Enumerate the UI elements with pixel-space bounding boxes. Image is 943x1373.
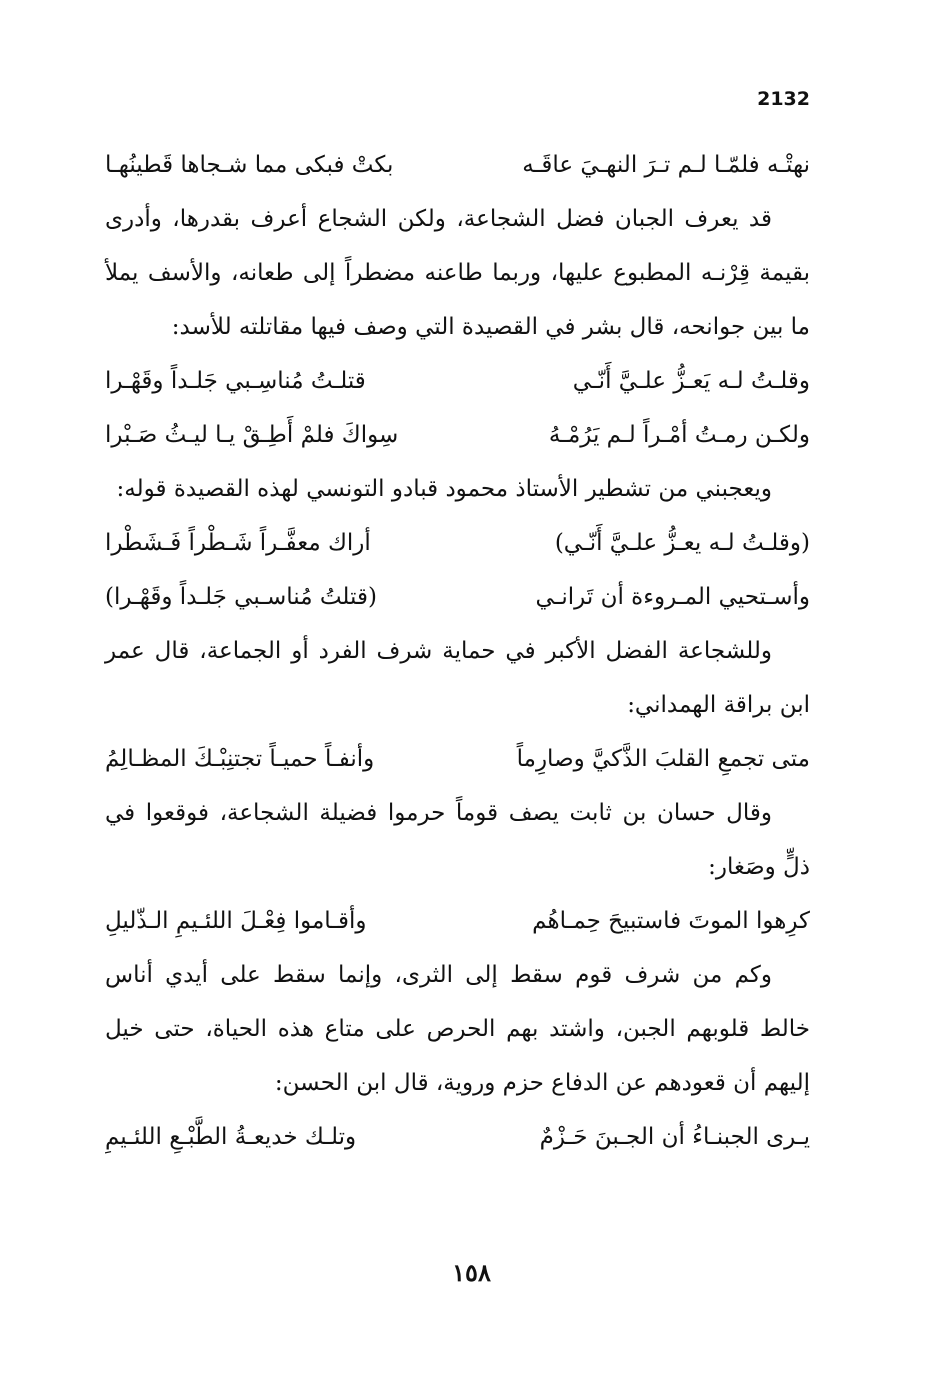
verse-first-hemistich: نهتْـه فلمّـا لـم تـرَ النهـيَ عاقَـه — [522, 152, 810, 178]
verse-second-hemistich: وأنفـاً حميـاً تجتنِبْـكَ المظـالِمُ — [105, 746, 375, 772]
prose-paragraph: وقال حسان بن ثابت يصف قوماً حرموا فضيلة الشجاعة، فوقعوا في ذلٍّ وصَغار: — [105, 800, 810, 880]
verse-second-hemistich: سِواكَ فلمْ أَطِـقْ يـا ليـثُ صَـبْرا — [105, 422, 399, 448]
page-body — [105, 138, 810, 1164]
verse-first-hemistich: وأسـتحيي المـروءة أن تَرانـي — [535, 584, 810, 610]
page-number: ١٥٨ — [452, 1258, 491, 1287]
verse-line — [105, 894, 810, 948]
verse-line — [105, 570, 810, 624]
verse-second-hemistich: أراك معفَّـراً شَـطْراً فَـشَطْرا — [105, 530, 371, 556]
verse-first-hemistich: متى تجمعِ القلبَ الذَّكيَّ وصارِماً — [516, 746, 810, 772]
verse-first-hemistich: (وقلـتُ لـه يعـزُّ علـيَّ أَنّـي) — [554, 530, 810, 556]
verse-second-hemistich: قتلـتُ مُناسِـبي جَلـداً وقَهْـرا — [105, 368, 366, 394]
verse-first-hemistich: يـرى الجبنـاءُ أن الجـبنَ حَـزْمٌ — [539, 1124, 810, 1150]
verse-line — [105, 516, 810, 570]
verse-second-hemistich: وأقـاموا فِعْـلَ اللئـيمِ الـذّليلِ — [105, 908, 367, 934]
verse-line — [105, 354, 810, 408]
prose-paragraph: وكم من شرف قوم سقط إلى الثرى، وإنما سقط على أيدي أناس خالط قلوبهم الجبن، واشتد بهم الحرص على متاع هذه الحياة، حتى خيل إليهم أن قعودهم عن الدفاع حزم وروية، قال ابن الحسن: — [105, 962, 810, 1096]
verse-second-hemistich: وتلـك خديعـةُ الطَّبْـعِ اللئـيمِ — [105, 1124, 357, 1150]
verse-line — [105, 408, 810, 462]
verse-line — [105, 138, 810, 192]
prose-paragraph: ويعجبني من تشطير الأستاذ محمود قبادو التونسي لهذه القصيدة قوله: — [116, 476, 772, 502]
prose-paragraph: وللشجاعة الفضل الأكبر في حماية شرف الفرد أو الجماعة، قال عمر ابن براقة الهمداني: — [105, 638, 810, 718]
verse-first-hemistich: ولكـن رمـتُ أمْـراً لـم يَرُمْـهُ — [548, 422, 810, 448]
verse-line — [105, 1110, 810, 1164]
verse-line — [105, 732, 810, 786]
page-code: 2132 — [757, 88, 810, 110]
verse-first-hemistich: وقلـتُ لـه يَعـزُّ علـيَّ أَنّـي — [572, 368, 810, 394]
verse-first-hemistich: كرِهوا الموتَ فاستبيحَ حِمـاهُم — [532, 908, 810, 934]
verse-second-hemistich: بكتْ فبكى مما شـجاها قَطينُهـا — [105, 152, 394, 178]
prose-paragraph: قد يعرف الجبان فضل الشجاعة، ولكن الشجاع أعرف بقدرها، وأدرى بقيمة قِرْنـه المطبوع عليها، وربما طاعنه مضطراً إلى طعانه، والأسف يملأ ما بين جوانحه، قال بشر في القصيدة التي وصف فيها مقاتلته للأسد: — [105, 206, 810, 340]
verse-second-hemistich: (قتلتُ مُناسـبي جَلـداً وقَهْـرا) — [105, 584, 377, 610]
